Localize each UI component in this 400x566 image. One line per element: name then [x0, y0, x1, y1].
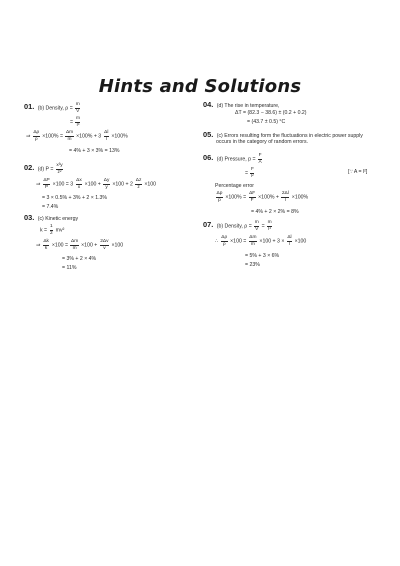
- solution-01-result: = 4% + 3 × 3% = 13%: [69, 148, 120, 154]
- solution-number: 06.: [203, 153, 214, 163]
- solution-04-line-2: ΔT = (82.3 − 38.6) ± (0.2 + 0.2): [235, 110, 307, 116]
- solution-02-result: = 7.4%: [42, 204, 59, 210]
- fraction: $\frac{\Delta P}{P}$: [43, 178, 50, 190]
- solution-03-line-2: k = $\frac{1}{2}$ mv²: [40, 224, 65, 236]
- fraction: $\frac{m}{V}$: [75, 102, 80, 114]
- fraction: $\frac{\text{x³y}}{\text{z²}}$: [56, 163, 63, 175]
- solution-number: 04.: [203, 100, 214, 109]
- solution-02-line-2: ⇒ $\frac{\Delta P}{P}$ ×100 = 3 $\frac{\Delta x}{x}$ ×100 + $\frac{\Delta y}{y}$ ×100 + 2 $\frac{\Delta z}{z}$ ×100: [36, 178, 157, 190]
- fraction: $\frac{m}{\text{l³}}$: [267, 220, 272, 232]
- solution-06-line-2: = $\frac{F}{\text{l²}}$: [245, 167, 254, 179]
- solution-01-line-2: = $\frac{m}{\text{l³}}$: [70, 116, 80, 128]
- fraction: $\frac{2\Delta l}{l}$: [281, 191, 289, 203]
- solution-06-note: [∵ A = l²]: [348, 169, 368, 175]
- solution-02: [24, 163, 199, 213]
- fraction: $\frac{\Delta F}{F}$: [249, 191, 256, 203]
- solution-06-head: 06. (d) Pressure, p = $\frac{F}{A}$: [203, 153, 262, 165]
- solution-01: [24, 100, 194, 160]
- solution-06-result: = 4% + 2 × 2% = 8%: [251, 209, 299, 215]
- fraction: $\frac{\Delta p}{p}$: [216, 191, 223, 203]
- solution-05-line-2: occurs in the category of random errors.: [216, 139, 308, 145]
- fraction: $\frac{\Delta m}{m}$: [65, 130, 74, 142]
- solution-07-line-2: ∴ $\frac{\Delta\rho}{\rho}$ ×100 = $\frac{\Delta m}{m}$ ×100 + 3 × $\frac{\Delta l}{l}$ ×100: [215, 235, 307, 247]
- fraction: $\frac{\Delta x}{x}$: [76, 178, 82, 190]
- fraction: $\frac{\Delta l}{l}$: [104, 130, 109, 142]
- solution-number: 05.: [203, 130, 214, 139]
- solution-07-head: 07. (b) Density, ρ = $\frac{m}{V}$ = $\frac{m}{\text{l³}}$: [203, 220, 272, 232]
- fraction: $\frac{\Delta y}{y}$: [103, 178, 110, 190]
- solution-04-result: = (43.7 ± 0.5) °C: [247, 119, 286, 125]
- fraction: $\frac{2\Delta v}{v}$: [100, 239, 109, 251]
- solution-04: [203, 100, 363, 130]
- fraction: $\frac{m}{\text{l³}}$: [75, 116, 80, 128]
- solution-01-line-3: ⇒ $\frac{\Delta\rho}{\rho}$ ×100% = $\frac{\Delta m}{m}$ ×100% + 3 $\frac{\Delta l}{l}$ ×100%: [26, 130, 128, 142]
- fraction: $\frac{\Delta m}{m}$: [249, 235, 257, 247]
- solution-07-result: = 23%: [245, 262, 260, 268]
- solution-06: [203, 151, 383, 221]
- solution-06-line-4: $\frac{\Delta p}{p}$ ×100% = $\frac{\Delta F}{F}$ ×100% + $\frac{2\Delta l}{l}$ ×100%: [216, 191, 309, 203]
- solution-03-result: = 11%: [62, 265, 77, 271]
- fraction: $\frac{m}{V}$: [254, 220, 259, 232]
- solution-02-head: 02. (d) P = $\frac{\text{x³y}}{\text{z²}}$: [24, 163, 63, 175]
- solution-number: 02.: [24, 163, 35, 173]
- solution-number: 03.: [24, 213, 35, 222]
- fraction: $\frac{\Delta\rho}{\rho}$: [221, 235, 228, 247]
- fraction: $\frac{1}{2}$: [50, 224, 53, 236]
- solution-05: [203, 130, 383, 150]
- fraction: $\frac{\Delta m}{m}$: [70, 239, 79, 251]
- solution-07-line-3: = 5% + 3 × 6%: [245, 253, 280, 259]
- solution-03: [24, 213, 174, 273]
- solution-03-line-3: ⇒ $\frac{\Delta k}{k}$ ×100 = $\frac{\Delta m}{m}$ ×100 + $\frac{2\Delta v}{v}$ ×100: [36, 239, 124, 251]
- solution-02-line-3: = 3 × 0.5% + 3% + 2 × 1.3%: [42, 195, 108, 201]
- page-title: Hints and Solutions: [98, 76, 302, 97]
- fraction: $\frac{\Delta k}{k}$: [43, 239, 49, 251]
- solution-04-head: 04. (d) The rise in temperature,: [203, 100, 280, 109]
- solution-number: 01.: [24, 102, 35, 112]
- fraction: $\frac{\Delta l}{l}$: [287, 235, 292, 247]
- solution-06-line-3: Percentage error: [215, 183, 254, 189]
- fraction: $\frac{F}{A}$: [258, 153, 262, 165]
- solution-03-head: 03. (c) Kinetic energy: [24, 213, 79, 222]
- solution-number: 07.: [203, 220, 214, 230]
- solution-07: [203, 220, 373, 270]
- solution-03-line-4: = 3% + 2 × 4%: [62, 256, 97, 262]
- solution-01-head: 01. (b) Density, ρ = $\frac{m}{V}$: [24, 102, 80, 114]
- solution-05-line-1: 05. (c) Errors resulting form the fluctuations in electric power supply: [203, 130, 363, 139]
- fraction: $\frac{\Delta\rho}{\rho}$: [33, 130, 40, 142]
- fraction: $\frac{F}{\text{l²}}$: [250, 167, 254, 179]
- fraction: $\frac{\Delta z}{z}$: [135, 178, 142, 190]
